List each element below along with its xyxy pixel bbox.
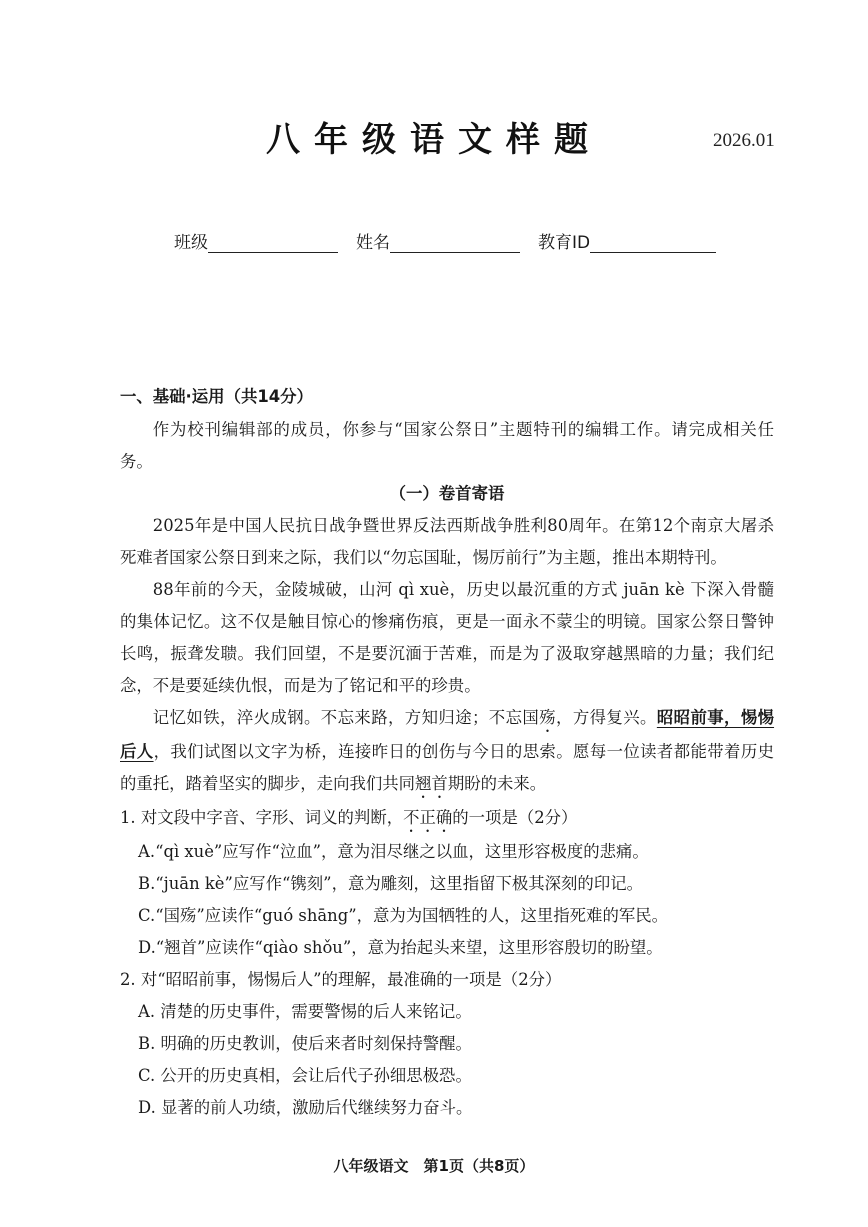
exam-content xyxy=(120,381,774,1124)
question-2-option-b[interactable]: B. 明确的历史教训，使后来者时刻保持警醒。 xyxy=(138,1034,472,1053)
question-1-stem: 1. 对文段中字音、字形、词义的判断，不正确的一项是（2分） xyxy=(120,808,578,827)
passage-paragraph-2: 88年前的今天，金陵城破，山河 qì xuè，历史以最沉重的方式 juān kè 下深入骨髓的集体记忆。这不仅是触目惊心的惨痛伤痕，更是一面永不蒙尘的明镜。国家公祭日警钟长鸣，振聋发聩。我们回望，不是要沉湎于苦难，而是为了汲取穿越黑暗的力量；我们纪念，不是要延续仇恨，而是为了铭记和平的珍贵。 xyxy=(120,580,774,695)
question-1-option-b[interactable]: B.“juān kè”应写作“镌刻”，意为雕刻，这里指留下极其深刻的印记。 xyxy=(138,874,643,893)
question-2-option-a[interactable]: A. 清楚的历史事件，需要警惕的后人来铭记。 xyxy=(138,1002,472,1021)
question-1-option-c[interactable]: C.“国殇”应读作“guó shāng”，意为为国牺牲的人，这里指死难的军民。 xyxy=(138,906,669,925)
class-blank[interactable] xyxy=(208,234,338,253)
question-1-option-a[interactable]: A.“qì xuè”应写作“泣血”，意为泪尽继之以血，这里形容极度的悲痛。 xyxy=(138,842,649,861)
page-footer: 八年级语文 第1页（共8页） xyxy=(333,1157,535,1175)
name-blank[interactable] xyxy=(390,234,520,253)
sub-heading: （一）卷首寄语 xyxy=(389,484,505,503)
class-label: 班级 xyxy=(174,233,208,253)
question-2-stem: 2. 对“昭昭前事，惕惕后人”的理解，最准确的一项是（2分） xyxy=(120,970,562,989)
edu-id-blank[interactable] xyxy=(590,234,716,253)
emphasis-qiaoshou: 翘首 xyxy=(415,774,448,793)
name-label: 姓名 xyxy=(356,233,390,253)
edu-id-label: 教育ID xyxy=(538,233,591,253)
question-1-option-d[interactable]: D.“翘首”应读作“qiào shǒu”，意为抬起头来望，这里形容殷切的盼望。 xyxy=(138,938,663,957)
question-2-option-c[interactable]: C. 公开的历史真相，会让后代子孙细思极恐。 xyxy=(138,1066,472,1085)
question-2-option-d[interactable]: D. 显著的前人功绩，激励后代继续努力奋斗。 xyxy=(138,1098,473,1117)
emphasis-guoshang: 殇 xyxy=(539,708,557,727)
exam-date: 2026.01 xyxy=(713,130,775,151)
underlined-phrase: 昭昭前事，惕惕后人 xyxy=(120,708,775,761)
section-heading: 一、基础·运用（共14分） xyxy=(120,387,313,406)
student-info-row xyxy=(174,228,774,253)
page-title: 八年级语文样题 xyxy=(266,120,602,160)
emphasis-incorrect: 不正确 xyxy=(403,808,453,827)
passage-paragraph-1: 2025年是中国人民抗日战争暨世界反法西斯战争胜利80周年。在第12个南京大屠杀死难者国家公祭日到来之际，我们以“勿忘国耻，惕厉前行”为主题，推出本期特刊。 xyxy=(120,516,774,567)
passage-paragraph-3: 记忆如铁，淬火成钢。不忘来路，方知归途；不忘国殇，方得复兴。昭昭前事，惕惕后人，我们试图以文字为桥，连接昨日的创伤与今日的思索。愿每一位读者都能带着历史的重托，踏着坚实的脚步，走向我们共同翘首期盼的未来。 xyxy=(120,708,775,793)
section-intro: 作为校刊编辑部的成员，你参与“国家公祭日”主题特刊的编辑工作。请完成相关任务。 xyxy=(120,420,774,471)
